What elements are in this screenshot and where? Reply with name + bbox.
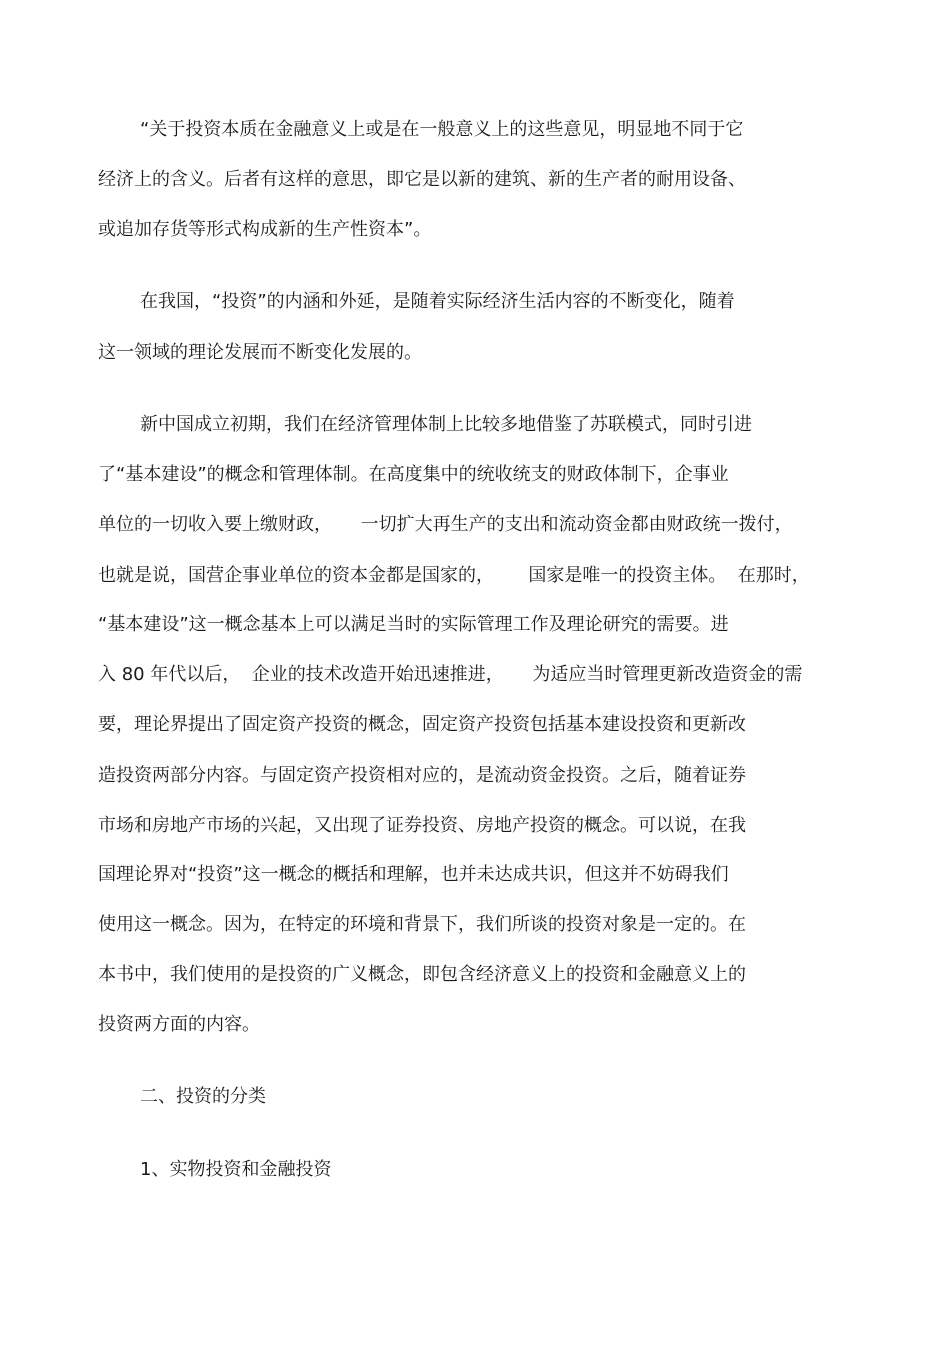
paragraph-3-line-1: 新中国成立初期，我们在经济管理体制上比较多地借鉴了苏联模式，同时引进 xyxy=(140,414,752,435)
paragraph-1-line-1: “关于投资本质在金融意义上或是在一般意义上的这些意见，明显地不同于它 xyxy=(140,119,744,140)
paragraph-3-line-13: 投资两方面的内容。 xyxy=(98,1014,260,1035)
paragraph-2-line-1: 在我国，“投资”的内涵和外延，是随着实际经济生活内容的不断变化，随着 xyxy=(140,291,735,312)
paragraph-1-line-2: 经济上的含义。后者有这样的意思，即它是以新的建筑、新的生产者的耐用设备、 xyxy=(98,169,746,190)
paragraph-3-line-5: “基本建设”这一概念基本上可以满足当时的实际管理工作及理论研究的需要。进 xyxy=(98,614,729,635)
paragraph-3-line-7: 要，理论界提出了固定资产投资的概念，固定资产投资包括基本建设投资和更新改 xyxy=(98,714,746,735)
paragraph-1-line-3: 或追加存货等形式构成新的生产性资本”。 xyxy=(98,219,432,240)
subsection-heading: 1、实物投资和金融投资 xyxy=(140,1159,332,1180)
section-heading: 二、投资的分类 xyxy=(140,1086,266,1107)
paragraph-3-line-10: 国理论界对“投资”这一概念的概括和理解，也并未达成共识，但这并不妨碍我们 xyxy=(98,864,729,885)
paragraph-3-line-4: 也就是说，国营企事业单位的资本金都是国家的， 国家是唯一的投资主体。 在那时， xyxy=(98,565,810,586)
paragraph-2-line-2: 这一领域的理论发展而不断变化发展的。 xyxy=(98,342,422,363)
paragraph-3-line-12: 本书中，我们使用的是投资的广义概念，即包含经济意义上的投资和金融意义上的 xyxy=(98,964,746,985)
paragraph-3-line-3: 单位的一切收入要上缴财政， 一切扩大再生产的支出和流动资金都由财政统一拨付， xyxy=(98,514,793,535)
paragraph-3-line-6: 入 80 年代以后， 企业的技术改造开始迅速推进， 为适应当时管理更新改造资金的需 xyxy=(98,664,803,685)
paragraph-3-line-2: 了“基本建设”的概念和管理体制。在高度集中的统收统支的财政体制下，企事业 xyxy=(98,464,729,485)
paragraph-3-line-11: 使用这一概念。因为，在特定的环境和背景下，我们所谈的投资对象是一定的。在 xyxy=(98,914,746,935)
paragraph-3-line-9: 市场和房地产市场的兴起，又出现了证券投资、房地产投资的概念。可以说，在我 xyxy=(98,815,746,836)
paragraph-3-line-8: 造投资两部分内容。与固定资产投资相对应的，是流动资金投资。之后，随着证券 xyxy=(98,765,746,786)
